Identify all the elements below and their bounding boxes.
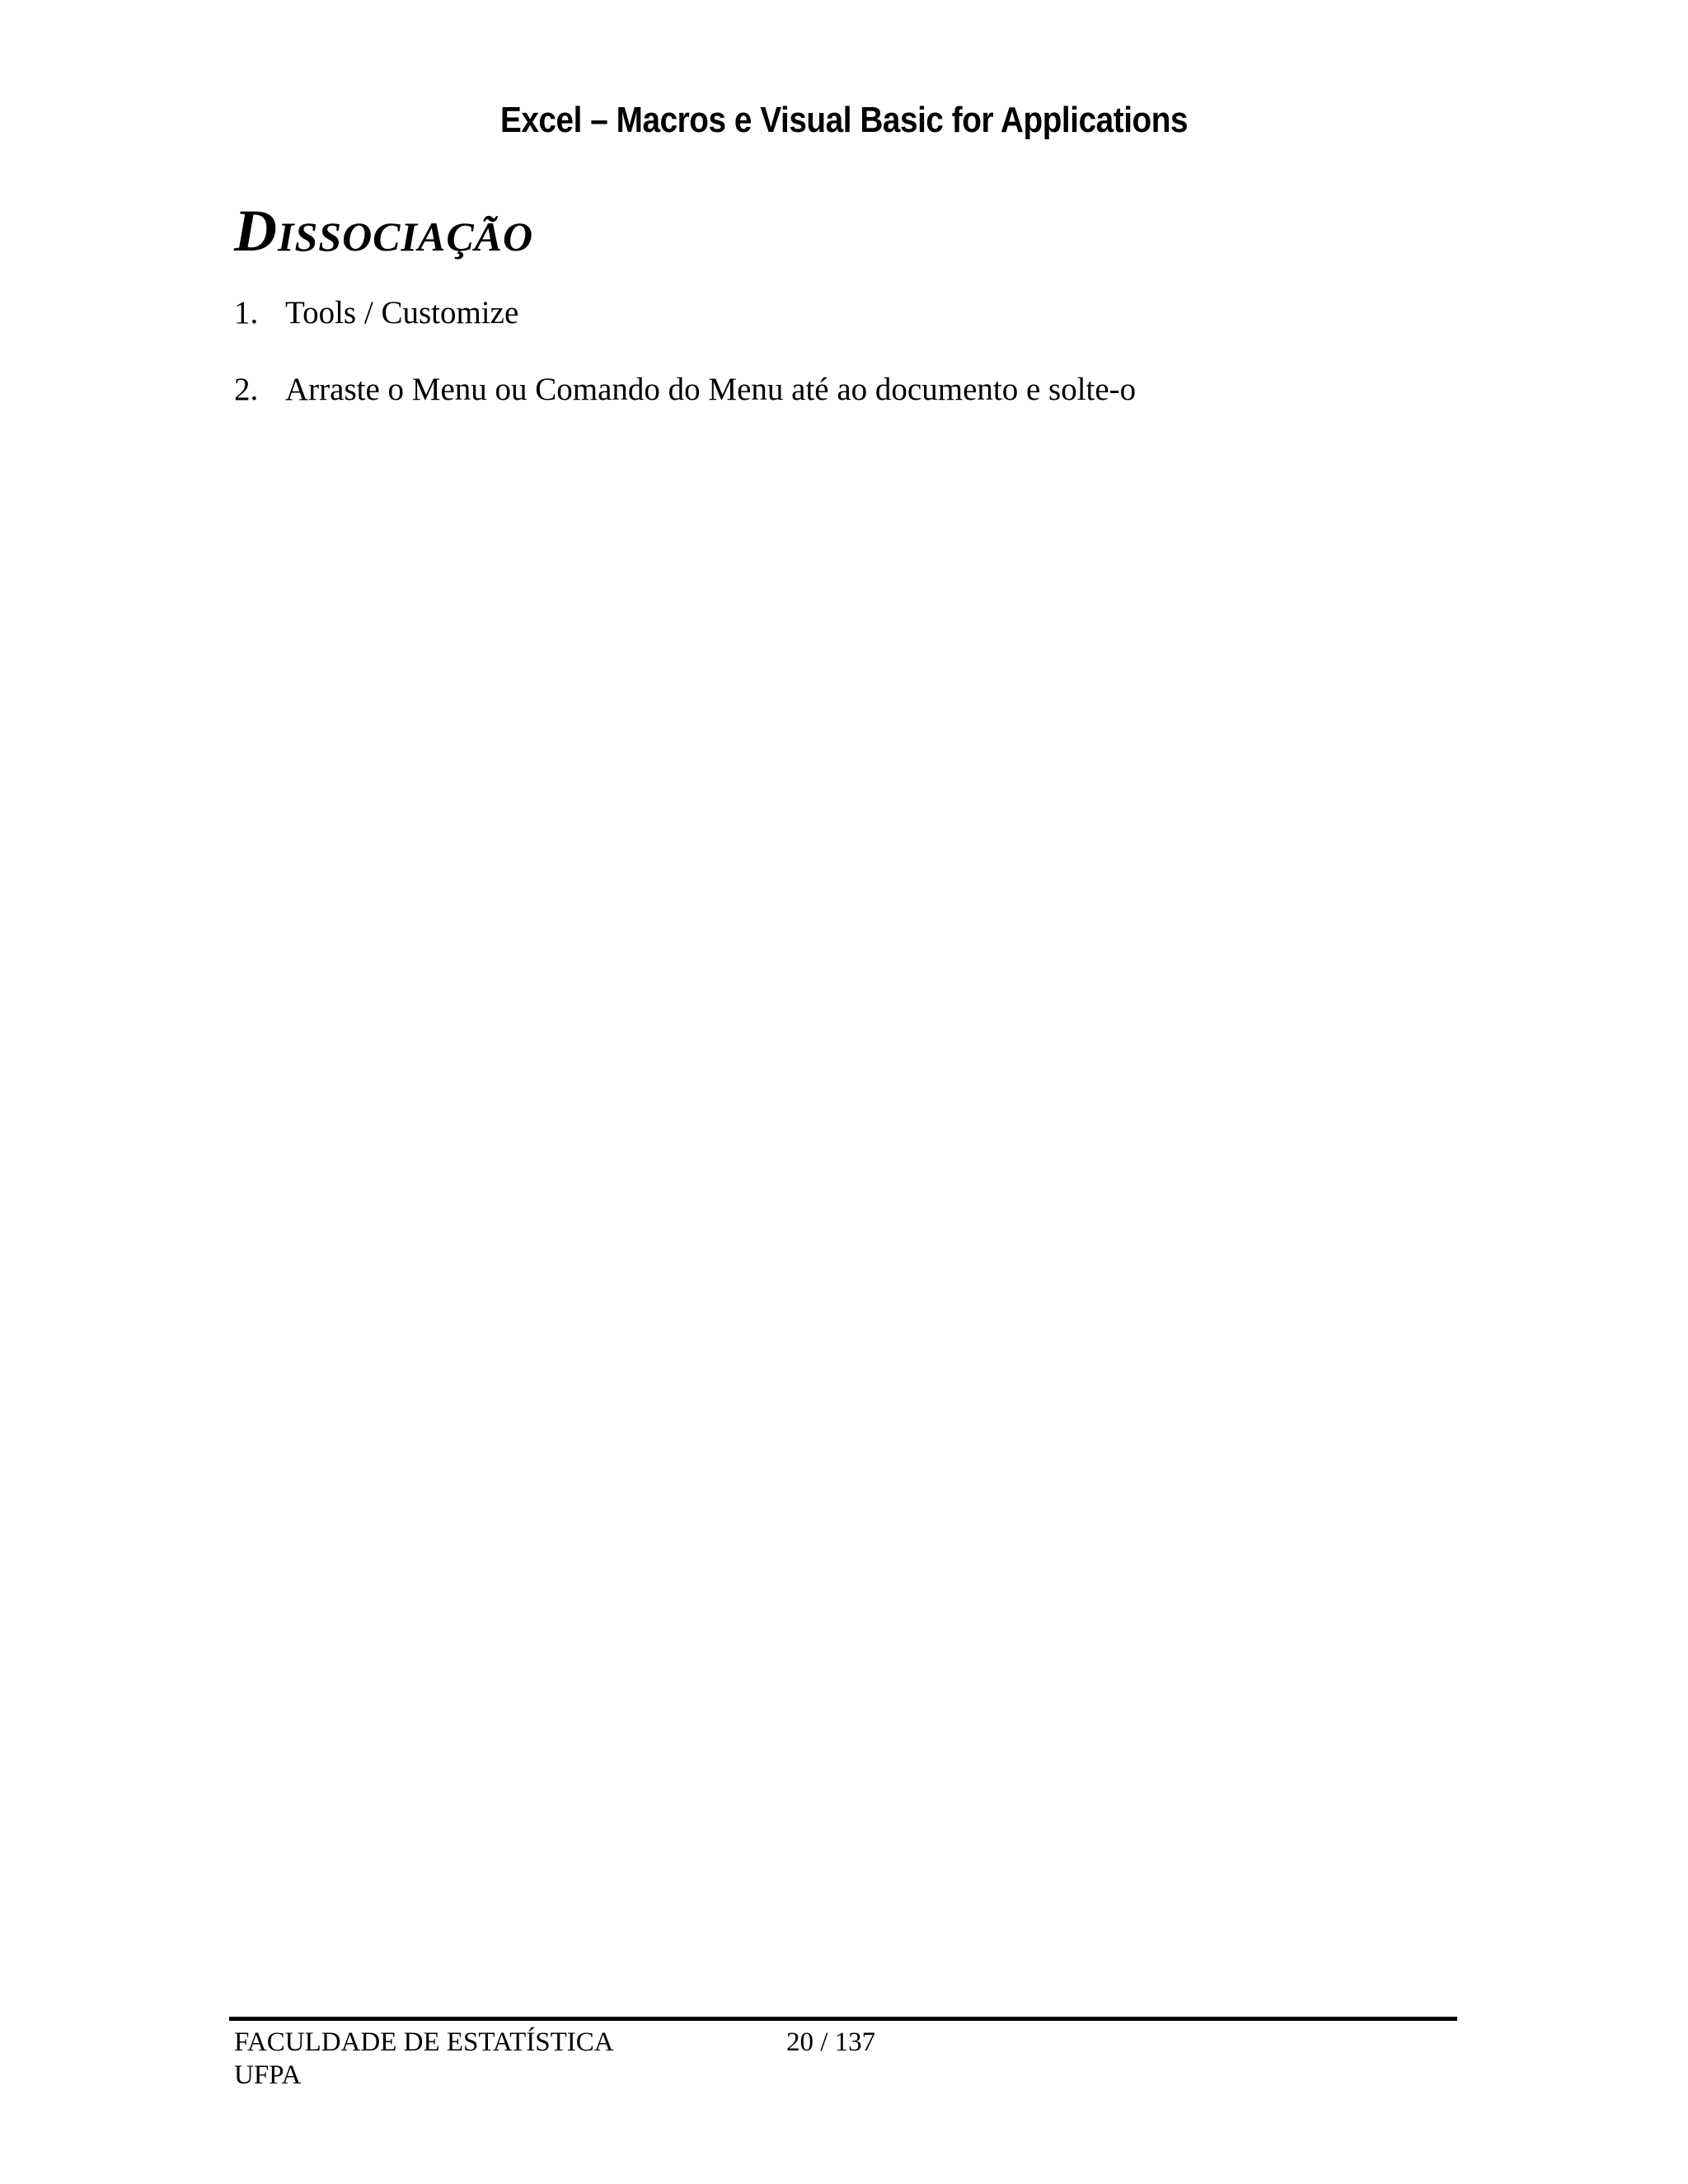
steps-list: [234, 293, 1136, 447]
step-number: 2.: [234, 372, 259, 407]
step-number: 1.: [234, 295, 259, 330]
footer-university: UFPA: [234, 2060, 302, 2090]
page-number: 20 / 137: [786, 2027, 876, 2057]
footer-institution: [234, 2026, 614, 2092]
list-item: [234, 370, 1136, 410]
running-header-title: Excel – Macros e Visual Basic for Applications: [499, 100, 1189, 140]
step-text: Tools / Customize: [285, 295, 519, 330]
list-item: [234, 293, 1136, 333]
footer-divider: [229, 2017, 1457, 2021]
section-heading: Dissociação: [234, 198, 534, 264]
footer-faculty: FACULDADE DE ESTATÍSTICA: [234, 2027, 614, 2057]
step-text: Arraste o Menu ou Comando do Menu até ao documento e solte-o: [285, 372, 1137, 407]
